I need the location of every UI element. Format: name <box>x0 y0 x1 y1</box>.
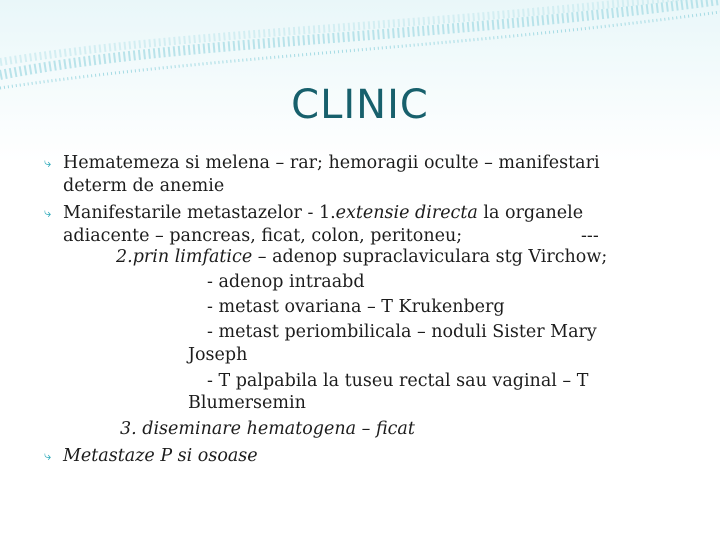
bullet-2-line-1 <box>63 202 583 226</box>
bone-metastasis-text: Metastaze P si osoase <box>63 446 258 466</box>
bullet-2-line-3 <box>116 246 607 270</box>
curved-arrow-icon: ⤷ <box>44 206 52 221</box>
bullet-2-line-2: adiacente – pancreas, ficat, colon, peritoneu; <box>63 226 463 246</box>
bullet-2-line-6: - metast periombilicala – noduli Sister Mary <box>207 322 597 342</box>
slide-title: CLINIC <box>291 82 429 128</box>
lymphatic-label: 2.prin limfatice <box>116 247 253 267</box>
lymphatic-text: – adenop supraclaviculara stg Virchow; <box>252 247 608 267</box>
bullet-1-line-1: Hematemeza si melena – rar; hemoragii oculte – manifestari <box>63 153 600 173</box>
bullet-1-line-2: determ de anemie <box>63 176 225 196</box>
bullet-2-line-10 <box>120 418 415 442</box>
bullet-3-line-1 <box>63 445 258 469</box>
curved-arrow-icon: ⤷ <box>44 449 52 464</box>
bullet-2-dashes: --- <box>581 226 599 246</box>
bullet-2-line-5: - metast ovariana – T Krukenberg <box>207 297 505 317</box>
hematogenous-text: 3. diseminare hematogena – ficat <box>120 419 415 439</box>
bullet-2-tail: la organele <box>477 203 584 223</box>
bullet-2-text: Manifestarile metastazelor - 1. <box>63 203 336 223</box>
bullet-2-line-4: - adenop intraabd <box>207 272 365 292</box>
bullet-2-line-9: Blumersemin <box>188 393 306 413</box>
bullet-2-line-8: - T palpabila la tuseu rectal sau vaginal – T <box>207 371 589 391</box>
curved-arrow-icon: ⤷ <box>44 156 52 171</box>
bullet-2-line-7: Joseph <box>188 345 248 365</box>
bullet-2-emphasis: extensie directa <box>335 203 478 223</box>
